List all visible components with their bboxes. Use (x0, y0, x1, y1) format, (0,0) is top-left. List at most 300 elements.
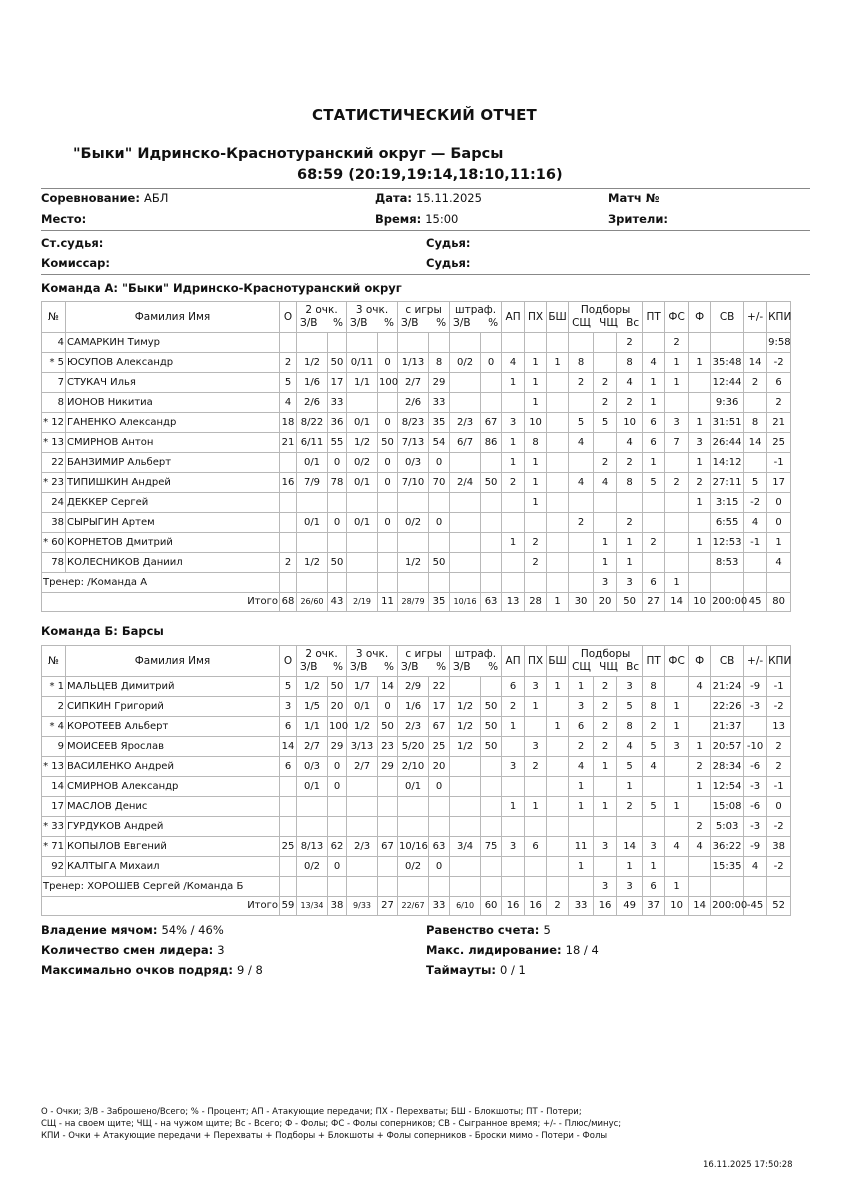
two-pt-header (297, 302, 347, 333)
stat-cell: 8 (429, 353, 450, 373)
stat-cell: 7/13 (398, 433, 429, 453)
stat-cell (328, 493, 347, 513)
total-cell: 27 (643, 593, 665, 612)
stat-cell: -9 (744, 677, 767, 697)
col-fd-header: ФС (665, 646, 689, 677)
stat-cell (502, 877, 525, 897)
table-row (42, 777, 791, 797)
legend-line-2: СЩ - на своем щите; ЧЩ - на чужом щите; Вс - Всего; Ф - Фолы; ФС - Фолы соперников; СВ - Сыгранное время; +/- - Плюс/минус; (41, 1119, 622, 1129)
field-goals-sub (399, 317, 448, 330)
stat-cell: 13 (767, 717, 791, 737)
stat-cell (569, 533, 594, 553)
coach-row (42, 573, 791, 593)
stat-cell (525, 777, 547, 797)
stat-cell: 3/13 (347, 737, 378, 757)
total-cell: 9/33 (347, 897, 378, 916)
stat-cell: 14 (744, 433, 767, 453)
reb-off-label: ЧЩ (599, 661, 618, 673)
table-row (42, 453, 791, 473)
stat-cell: 2 (594, 697, 617, 717)
table-row (42, 857, 791, 877)
stat-cell: 1/1 (347, 373, 378, 393)
stat-cell: 3 (617, 677, 643, 697)
stat-cell (398, 877, 429, 897)
table-row (42, 737, 791, 757)
stat-cell (450, 573, 481, 593)
stat-cell (643, 553, 665, 573)
stat-cell: 6 (643, 573, 665, 593)
stat-cell: 2 (767, 757, 791, 777)
reb-def-label: СЩ (572, 661, 591, 673)
made-att-label: З/В (401, 661, 419, 673)
stat-cell: 1 (594, 553, 617, 573)
col-to-header: ПТ (643, 646, 665, 677)
stat-cell: 22:26 (711, 697, 744, 717)
stat-cell: 50 (328, 553, 347, 573)
stat-cell (378, 533, 398, 553)
stat-cell (689, 717, 711, 737)
stat-cell (744, 553, 767, 573)
stat-cell (450, 513, 481, 533)
stat-cell (429, 533, 450, 553)
stat-cell: 2 (502, 697, 525, 717)
stat-cell (450, 393, 481, 413)
stat-cell: 63 (429, 837, 450, 857)
stat-cell: 2 (617, 797, 643, 817)
stat-cell: 35:48 (711, 353, 744, 373)
stat-cell: -1 (767, 453, 791, 473)
table-row (42, 817, 791, 837)
stat-cell: 2 (617, 333, 643, 353)
three-pt-label: 3 очк. (355, 304, 389, 316)
stat-cell: 62 (328, 837, 347, 857)
stat-cell: 1 (594, 757, 617, 777)
total-cell: 13 (502, 593, 525, 612)
stat-cell: 4 (594, 473, 617, 493)
stat-cell (665, 757, 689, 777)
stat-cell (689, 857, 711, 877)
stat-cell: 5 (280, 677, 297, 697)
stat-cell: 2/6 (398, 393, 429, 413)
three-pt-sub (348, 661, 396, 674)
stat-cell: 2 (689, 817, 711, 837)
stat-cell: 4 (617, 433, 643, 453)
stat-cell: 5/20 (398, 737, 429, 757)
divider (41, 188, 810, 189)
stat-cell (328, 533, 347, 553)
col-num-header: № (42, 302, 66, 333)
stat-cell: 1 (689, 493, 711, 513)
stat-cell: 1 (617, 553, 643, 573)
stat-cell: 3 (280, 697, 297, 717)
stat-cell: 1/2 (297, 677, 328, 697)
stat-cell (594, 433, 617, 453)
reb-off-label: ЧЩ (599, 317, 618, 329)
stat-cell (594, 493, 617, 513)
stat-cell: 3 (525, 677, 547, 697)
stat-cell (378, 817, 398, 837)
stat-cell: 12:53 (711, 533, 744, 553)
stat-cell (689, 877, 711, 897)
stat-cell: 36:22 (711, 837, 744, 857)
stat-cell: 1 (569, 797, 594, 817)
stat-cell (481, 513, 502, 533)
col-points-header: О (280, 646, 297, 677)
stat-cell: 1 (569, 677, 594, 697)
table-row (42, 433, 791, 453)
stat-cell (525, 717, 547, 737)
stat-cell: 86 (481, 433, 502, 453)
stat-cell: 8/23 (398, 413, 429, 433)
table-row (42, 797, 791, 817)
stat-cell: 0 (481, 353, 502, 373)
stat-cell (767, 877, 791, 897)
stat-cell (594, 777, 617, 797)
team-b-title: Команда Б: Барсы (41, 624, 164, 638)
stat-cell: 20 (429, 757, 450, 777)
total-cell: 16 (525, 897, 547, 916)
stat-cell: 28:34 (711, 757, 744, 777)
field-goals-label: с игры (405, 648, 442, 660)
stat-cell (569, 553, 594, 573)
stat-cell: 0 (378, 413, 398, 433)
stat-cell (347, 573, 378, 593)
stat-cell: 4 (569, 757, 594, 777)
stat-cell: 4 (569, 433, 594, 453)
stat-cell (347, 533, 378, 553)
stat-cell (297, 817, 328, 837)
stat-cell (643, 493, 665, 513)
stat-cell (280, 857, 297, 877)
free-throws-label: штраф. (454, 304, 497, 316)
coach-name: Тренер: ХОРОШЕВ Сергей /Команда Б (42, 877, 280, 897)
stat-cell (525, 817, 547, 837)
stat-cell: 1 (665, 877, 689, 897)
stat-cell: 3 (569, 697, 594, 717)
total-cell: 14 (665, 593, 689, 612)
stat-cell (643, 777, 665, 797)
stat-cell: 21:37 (711, 717, 744, 737)
player-name: СМИРНОВ Александр (66, 777, 280, 797)
stat-cell: 6 (280, 757, 297, 777)
competition: Соревнование: АБЛ (41, 191, 169, 205)
stat-cell: 8 (744, 413, 767, 433)
stat-cell: 4 (767, 553, 791, 573)
total-cell: 37 (643, 897, 665, 916)
total-cell: 28 (525, 593, 547, 612)
stat-cell: -2 (767, 817, 791, 837)
total-cell: 28/79 (398, 593, 429, 612)
col-pm-header: +/- (744, 302, 767, 333)
col-stl-header: ПХ (525, 302, 547, 333)
table-row (42, 757, 791, 777)
stat-cell: 8:53 (711, 553, 744, 573)
stat-cell (665, 513, 689, 533)
stat-cell: 1 (689, 777, 711, 797)
table-row (42, 837, 791, 857)
legend (41, 1106, 821, 1142)
stat-cell: 3 (502, 757, 525, 777)
stat-cell: 1 (643, 393, 665, 413)
stat-cell: 1/7 (347, 677, 378, 697)
stat-cell (711, 877, 744, 897)
stat-cell (347, 553, 378, 573)
stat-cell: 2 (594, 677, 617, 697)
player-name: БАНЗИМИР Альберт (66, 453, 280, 473)
stat-cell (280, 797, 297, 817)
stat-cell: 1 (617, 857, 643, 877)
stat-cell: 1 (547, 353, 569, 373)
stat-cell (502, 553, 525, 573)
stat-cell (481, 877, 502, 897)
player-number: * 13 (42, 757, 66, 777)
stat-cell (744, 453, 767, 473)
stat-cell: 1 (643, 857, 665, 877)
stat-cell: 0 (378, 697, 398, 717)
stat-cell (328, 797, 347, 817)
stat-cell (347, 777, 378, 797)
stat-cell (502, 857, 525, 877)
stat-cell (280, 493, 297, 513)
player-name: СИПКИН Григорий (66, 697, 280, 717)
stat-cell (280, 333, 297, 353)
stat-cell: 4 (643, 757, 665, 777)
stat-cell: 3 (617, 877, 643, 897)
stat-cell: -6 (744, 757, 767, 777)
stat-cell: -1 (744, 533, 767, 553)
stat-cell (594, 513, 617, 533)
stat-cell: 3 (502, 413, 525, 433)
rebounds-header (569, 302, 643, 333)
stat-cell: 2 (767, 393, 791, 413)
stat-cell: 14 (617, 837, 643, 857)
stat-cell: 2/4 (450, 473, 481, 493)
stat-cell: 50 (328, 353, 347, 373)
stat-cell (450, 757, 481, 777)
stat-cell (347, 817, 378, 837)
stat-cell: 20 (328, 697, 347, 717)
col-blk-header: БШ (547, 646, 569, 677)
player-number: 9 (42, 737, 66, 757)
col-min-header: СВ (711, 302, 744, 333)
stat-cell (547, 697, 569, 717)
player-number: * 1 (42, 677, 66, 697)
stat-cell: 2 (525, 757, 547, 777)
stat-cell (547, 573, 569, 593)
stat-cell (689, 553, 711, 573)
stat-cell (429, 817, 450, 837)
stat-cell: 0 (378, 453, 398, 473)
stat-cell (767, 573, 791, 593)
stat-cell: 35 (429, 413, 450, 433)
stat-cell: 8 (617, 717, 643, 737)
table-row (42, 413, 791, 433)
stat-cell: 2 (280, 353, 297, 373)
rebounds-sub (570, 661, 641, 674)
stat-cell (689, 373, 711, 393)
stat-cell: 6 (502, 677, 525, 697)
made-att-label: З/В (300, 317, 318, 329)
col-ast-header: АП (502, 646, 525, 677)
stat-cell: 2/10 (398, 757, 429, 777)
stat-cell: 1 (643, 373, 665, 393)
stat-cell (297, 493, 328, 513)
player-number: 22 (42, 453, 66, 473)
stat-cell (547, 737, 569, 757)
stat-cell (569, 453, 594, 473)
stat-cell: 1 (525, 373, 547, 393)
two-pt-label: 2 очк. (305, 304, 338, 316)
stat-cell: 2 (617, 513, 643, 533)
stat-cell (502, 493, 525, 513)
player-name: ТИПИШКИН Андрей (66, 473, 280, 493)
stat-cell: 50 (429, 553, 450, 573)
stat-cell: -2 (767, 697, 791, 717)
stat-cell: 50 (378, 717, 398, 737)
stat-cell (643, 333, 665, 353)
stat-cell: 29 (429, 373, 450, 393)
stat-cell: 1/6 (398, 697, 429, 717)
stat-cell: 33 (328, 393, 347, 413)
team-a-stats-table (41, 301, 791, 612)
stat-cell (665, 453, 689, 473)
stat-cell (689, 333, 711, 353)
stat-cell: 1 (569, 857, 594, 877)
col-eff-header: КПИ (767, 302, 791, 333)
coach-row (42, 877, 791, 897)
ties: Равенство счета: 5 (426, 923, 551, 937)
stat-cell (643, 817, 665, 837)
stat-cell: 22 (429, 677, 450, 697)
stat-cell (665, 817, 689, 837)
col-pf-header: Ф (689, 646, 711, 677)
stat-cell: 1 (665, 353, 689, 373)
stat-cell (378, 797, 398, 817)
reb-tot-label: Вс (626, 317, 640, 329)
rebounds-sub (570, 317, 641, 330)
stat-cell: 5 (643, 737, 665, 757)
made-att-label: З/В (350, 661, 368, 673)
stat-cell: 17 (429, 697, 450, 717)
stat-cell: 38 (767, 837, 791, 857)
table-row (42, 333, 791, 353)
stat-cell: 8 (643, 697, 665, 717)
referee-2: Судья: (426, 256, 471, 270)
total-cell: 35 (429, 593, 450, 612)
header-row (42, 646, 791, 677)
rebounds-label: Подборы (580, 648, 631, 660)
total-cell: 63 (481, 593, 502, 612)
report-title: СТАТИСТИЧЕСКИЙ ОТЧЕТ (312, 106, 537, 124)
stat-cell: 1/1 (297, 717, 328, 737)
stat-cell: 100 (378, 373, 398, 393)
stat-cell (297, 877, 328, 897)
col-points-header: О (280, 302, 297, 333)
stat-cell (450, 777, 481, 797)
table-row (42, 553, 791, 573)
player-name: САМАРКИН Тимур (66, 333, 280, 353)
table-row (42, 533, 791, 553)
stat-cell: 1 (689, 737, 711, 757)
total-cell: 33 (429, 897, 450, 916)
stat-cell: 55 (328, 433, 347, 453)
player-number: 8 (42, 393, 66, 413)
stat-cell: 4 (569, 473, 594, 493)
player-number: * 12 (42, 413, 66, 433)
stat-cell (378, 857, 398, 877)
col-fd-header: ФС (665, 302, 689, 333)
stat-cell: 6 (643, 877, 665, 897)
stat-cell (481, 677, 502, 697)
commissioner: Комиссар: (41, 256, 110, 270)
stat-cell (547, 837, 569, 857)
stat-cell: 1 (525, 473, 547, 493)
stat-cell (547, 757, 569, 777)
time: Время: 15:00 (375, 212, 459, 226)
total-cell: 80 (767, 593, 791, 612)
stat-cell: 5 (617, 757, 643, 777)
stat-cell: 50 (481, 737, 502, 757)
stat-cell (450, 333, 481, 353)
stat-cell: 6 (569, 717, 594, 737)
col-num-header: № (42, 646, 66, 677)
stat-cell (481, 453, 502, 473)
stat-cell (744, 717, 767, 737)
stat-cell: 0/3 (297, 757, 328, 777)
stat-cell: 6 (280, 717, 297, 737)
stat-cell: 2 (617, 393, 643, 413)
stat-cell: 1 (665, 717, 689, 737)
stat-cell (280, 877, 297, 897)
stat-cell (547, 373, 569, 393)
stat-cell: 1 (617, 533, 643, 553)
stat-cell: -2 (767, 353, 791, 373)
stat-cell: 2 (569, 513, 594, 533)
total-cell: 26/60 (297, 593, 328, 612)
col-to-header: ПТ (643, 302, 665, 333)
stat-cell: 6/7 (450, 433, 481, 453)
pct-label: % (384, 317, 395, 329)
stat-cell: 3 (594, 573, 617, 593)
stat-cell (617, 817, 643, 837)
stat-cell: 1 (643, 453, 665, 473)
stat-cell: 2/7 (297, 737, 328, 757)
total-cell: 49 (617, 897, 643, 916)
stat-cell: 3 (525, 737, 547, 757)
team-a-title: Команда А: "Быки" Идринско-Краснотуранский округ (41, 281, 402, 295)
stat-cell (481, 757, 502, 777)
stat-cell (665, 553, 689, 573)
player-name: СТУКАЧ Илья (66, 373, 280, 393)
made-att-label: З/В (300, 661, 318, 673)
stat-cell: 7/10 (398, 473, 429, 493)
stat-cell (665, 677, 689, 697)
stat-cell: -3 (744, 817, 767, 837)
two-pt-sub (298, 317, 345, 330)
total-cell: 1 (547, 593, 569, 612)
stat-cell (569, 817, 594, 837)
stat-cell (429, 877, 450, 897)
chief-referee: Ст.судья: (41, 236, 104, 250)
stat-cell: 3 (689, 433, 711, 453)
col-name-header: Фамилия Имя (66, 302, 280, 333)
free-throws-sub (451, 661, 500, 674)
stat-cell (547, 533, 569, 553)
total-cell: 10/16 (450, 593, 481, 612)
table-row (42, 677, 791, 697)
player-number: 4 (42, 333, 66, 353)
stat-cell: 1 (525, 697, 547, 717)
